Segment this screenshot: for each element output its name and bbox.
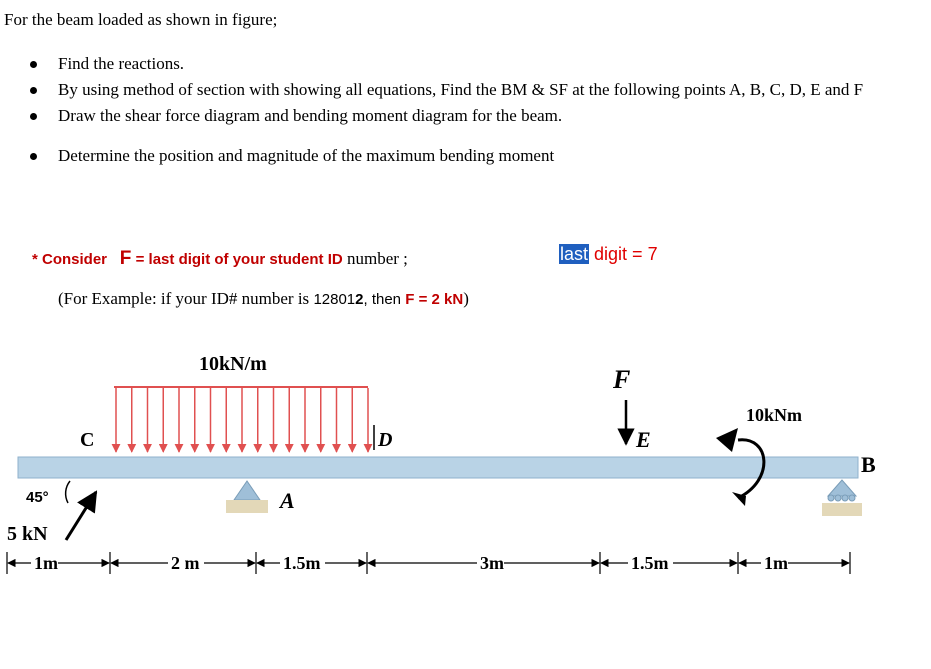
- point-e-label: E: [636, 427, 651, 452]
- udl-arrows: [114, 386, 368, 452]
- point-c-label: C: [80, 429, 95, 451]
- dimension-label: 1.5m: [631, 553, 669, 573]
- force-f-label: F: [613, 365, 631, 394]
- dimension-label: 3m: [480, 553, 504, 573]
- moment-arrowhead: [716, 428, 738, 452]
- dimension-label: 2 m: [171, 553, 200, 573]
- dimension-label: 1m: [764, 553, 788, 573]
- support-b-ground: [822, 503, 862, 516]
- intro-text: For the beam loaded as shown in figure;: [4, 10, 278, 29]
- last-digit-note: last digit = 7: [560, 244, 658, 264]
- example-note: (For Example: if your ID# number is 128012, then F = 2 kN): [58, 289, 469, 308]
- point-d-label: D: [378, 429, 393, 451]
- point-b-label: B: [861, 452, 876, 477]
- task-item: Draw the shear force diagram and bending moment diagram for the beam.: [30, 104, 910, 128]
- task-item: Determine the position and magnitude of the maximum bending moment: [30, 144, 910, 168]
- dimension-line: [7, 552, 850, 574]
- angle-arc: [66, 481, 70, 503]
- angle-label: 45°: [26, 489, 49, 506]
- load-label: 5 kN: [7, 523, 48, 545]
- consider-note: * Consider F = last digit of your student ID number ;: [32, 248, 408, 269]
- beam: [18, 457, 858, 478]
- dimension-label: 1.5m: [283, 553, 321, 573]
- moment-label: 10kNm: [746, 405, 803, 425]
- point-a-label: A: [280, 488, 295, 513]
- udl-label: 10kN/m: [199, 353, 267, 375]
- support-b-icon: [828, 480, 856, 496]
- inclined-load-arrow: [66, 492, 96, 540]
- dimension-label: 1m: [34, 553, 58, 573]
- task-item: Find the reactions.: [30, 52, 910, 76]
- support-a-icon: [234, 481, 260, 500]
- task-item: By using method of section with showing all equations, Find the BM & SF at the following points A, B, C, D, E and F: [30, 78, 910, 102]
- support-a-ground: [226, 500, 268, 513]
